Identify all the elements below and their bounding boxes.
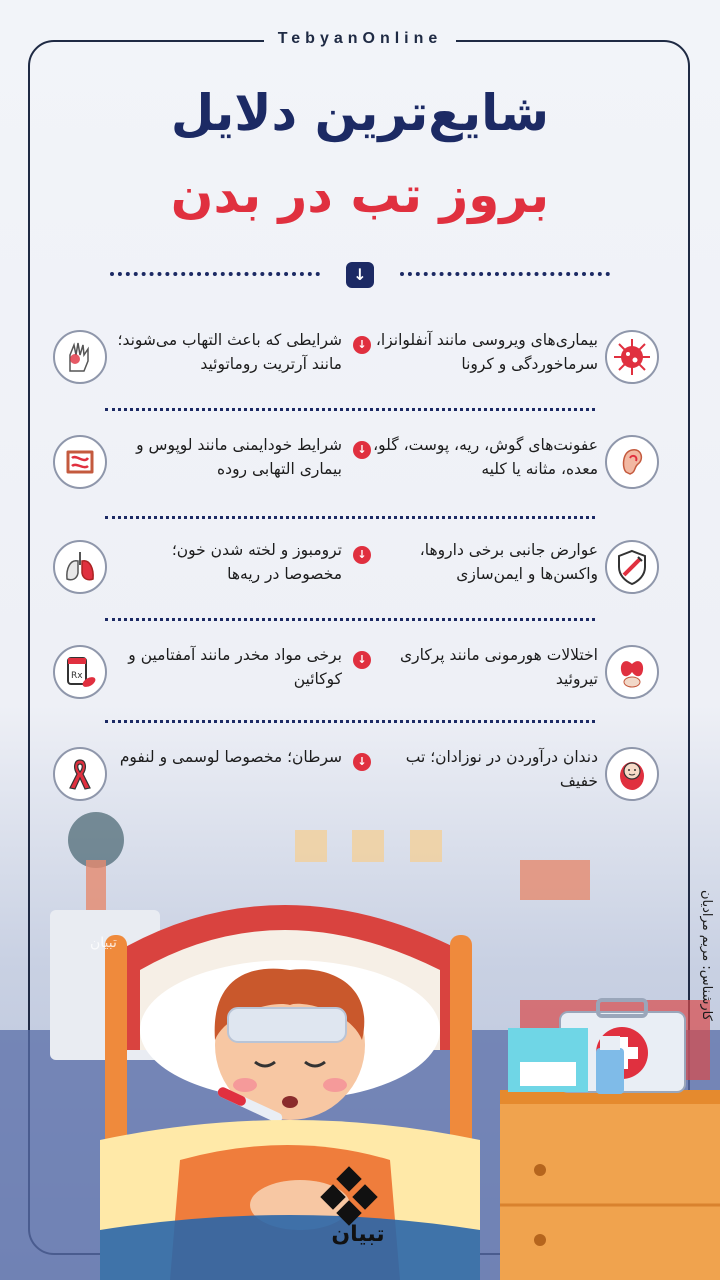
inflamed-hand-icon [53, 330, 107, 384]
red-bullet-icon: ↓ [353, 753, 371, 771]
divider-dots-right [400, 272, 610, 276]
title-line-1: شایع‌ترین دلایل [170, 84, 550, 142]
red-bullet-icon: ↓ [353, 441, 371, 459]
expert-credit: کارشناس: مریم مرادیان [699, 889, 714, 1021]
cause-text: برخی مواد مخدر مانند آمفتامین و کوکائین [128, 646, 342, 688]
svg-text:Rx: Rx [71, 671, 83, 681]
list-row [0, 320, 720, 400]
divider-dots-left [110, 272, 320, 276]
list-row [0, 635, 720, 715]
list-row [0, 530, 720, 610]
row-separator [105, 720, 595, 723]
cause-text: دندان درآوردن در نوزادان؛ تب خفیف [405, 748, 598, 790]
lungs-icon [53, 540, 107, 594]
cause-text: شرایط خودایمنی مانند لوپوس و بیماری التهابی روده [136, 436, 342, 478]
vaccine-shield-icon [605, 540, 659, 594]
baby-icon [605, 747, 659, 801]
brand-header [0, 28, 720, 48]
tebyan-logo: تبیان [331, 1222, 385, 1247]
cause-text: شرایطی که باعث التهاب می‌شوند؛ مانند آرتریت روماتوئید [117, 331, 342, 373]
row-separator [105, 516, 595, 519]
cause-text: بیماری‌های ویروسی مانند آنفلوانزا، سرماخوردگی و کرونا [375, 331, 598, 373]
sick-child-illustration [0, 800, 720, 1280]
cancer-ribbon-icon [53, 747, 107, 801]
cause-text: ترومبوز و لخته شدن خون؛ مخصوصا در ریه‌ها [171, 541, 342, 583]
cause-text: عوارض جانبی برخی داروها، واکسن‌ها و ایمن‌سازی [419, 541, 598, 583]
list-row [0, 425, 720, 505]
red-bullet-icon: ↓ [353, 546, 371, 564]
cause-text: اختلالات هورمونی مانند پرکاری تیروئید [400, 646, 598, 688]
intestine-icon [53, 435, 107, 489]
red-bullet-icon: ↓ [353, 336, 371, 354]
down-arrow-icon: ↓ [346, 262, 374, 288]
ear-icon [605, 435, 659, 489]
title-line-2: بروز تب در بدن [170, 166, 550, 224]
cause-text: سرطان؛ مخصوصا لوسمی و لنفوم [119, 748, 342, 766]
row-separator [105, 618, 595, 621]
pills-icon [53, 645, 107, 699]
brand-name: TebyanOnline [264, 30, 457, 47]
watermark-text: تبیان [90, 935, 117, 951]
row-separator [105, 408, 595, 411]
cause-text: عفونت‌های گوش، ریه، پوست، گلو، معده، مثانه یا کلیه [373, 436, 598, 478]
red-bullet-icon: ↓ [353, 651, 371, 669]
thyroid-icon [605, 645, 659, 699]
virus-icon [605, 330, 659, 384]
